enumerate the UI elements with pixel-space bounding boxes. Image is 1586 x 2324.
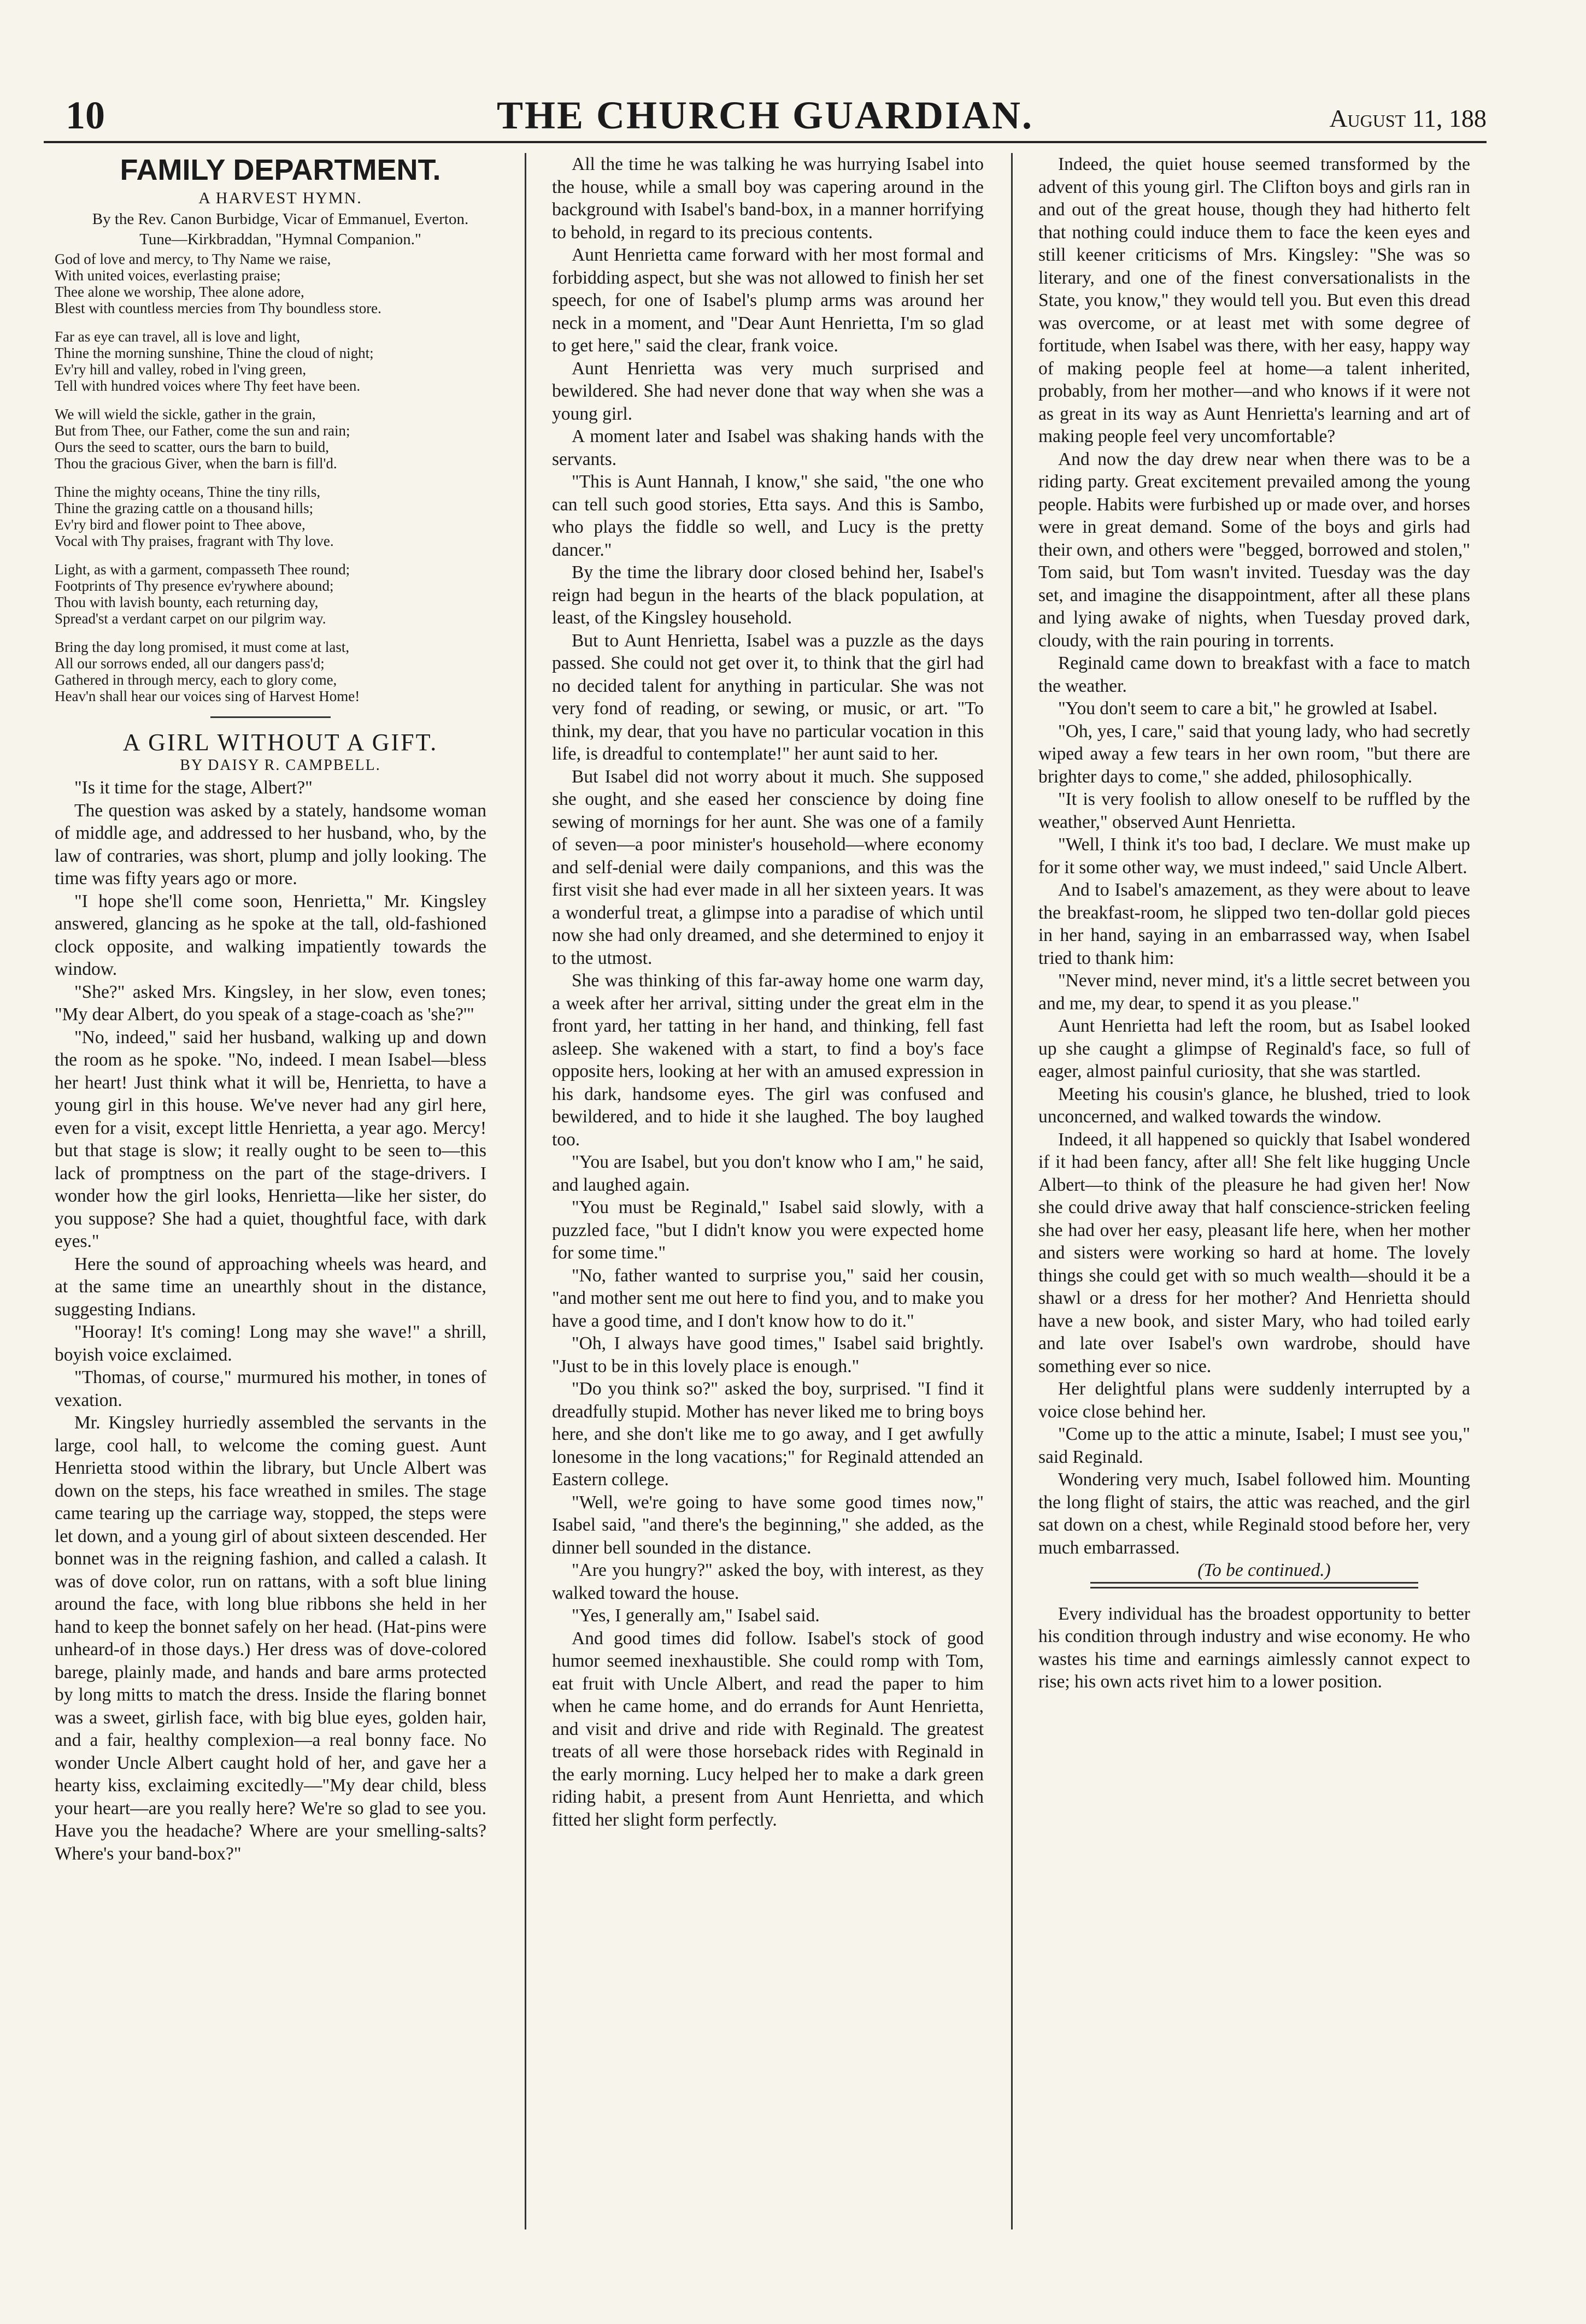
hymn-stanza [55, 561, 486, 627]
paragraph: And to Isabel's amazement, as they were about to leave the breakfast-room, he slipped two ten-dollar gold pieces in her hand, saying in an embarrassed way, when Isabel tried to thank him: [1038, 880, 1470, 968]
hymn-credit: By the Rev. Canon Burbidge, Vicar of Emmanuel, Everton. [92, 210, 469, 228]
column-divider [1011, 153, 1013, 2229]
paragraph: Here the sound of approaching wheels was heard, and at the same time an unearthly shout in the distance, suggesting Indians. [55, 1254, 486, 1320]
hymn-line: Thou the gracious Giver, when the barn is fill'd. [55, 455, 337, 472]
paragraph: "You must be Reginald," Isabel said slowly, with a puzzled face, "but I didn't know you were expected home for some time." [552, 1197, 984, 1263]
paragraph: And good times did follow. Isabel's stock of good humor seemed inexhaustible. She could romp with Tom, eat fruit with Uncle Albert, and read the paper to him when he came home, and do errands for Aunt Henrietta, and visit and drive and ride with Reginald. The greatest treats of all were those horseback rides with Reginald in the early morning. Lucy helped her to make a dark green riding habit, a present from Aunt Henrietta, and which fitted her slight form perfectly. [552, 1628, 984, 1830]
story-byline: BY DAISY R. CAMPBELL. [180, 756, 381, 774]
column-1 [55, 153, 486, 2257]
hymn-title: A HARVEST HYMN. [198, 189, 362, 207]
paragraph: "Well, we're going to have some good times now," Isabel said, "and there's the beginning," she added, as the dinner bell sounded in the distance. [552, 1492, 984, 1558]
issue-date: August 11, 188 [1329, 104, 1487, 132]
paragraph: By the time the library door closed behind her, Isabel's reign had begun in the hearts of the black population, at least, of the Kingsley household. [552, 562, 984, 628]
hymn-stanza [55, 406, 486, 472]
hymn-line: Heav'n shall hear our voices sing of Harvest Home! [55, 688, 360, 704]
paragraph: Reginald came down to breakfast with a face to match the weather. [1038, 653, 1470, 696]
paragraph: "Are you hungry?" asked the boy, with interest, as they walked toward the house. [552, 1560, 984, 1603]
page-number: 10 [66, 93, 105, 137]
hymn-line: Thine the mighty oceans, Thine the tiny rills, [55, 484, 321, 500]
hymn-line: We will wield the sickle, gather in the grain, [55, 406, 316, 422]
department-title: FAMILY DEPARTMENT. [120, 154, 441, 186]
hymn-line: God of love and mercy, to Thy Name we raise, [55, 251, 331, 267]
hymn-line: All our sorrows ended, all our dangers pass'd; [55, 655, 325, 672]
paragraph: "She?" asked Mrs. Kingsley, in her slow, even tones; "My dear Albert, do you speak of a stage-coach as 'she?'" [55, 981, 486, 1025]
hymn-tune: Tune—Kirkbraddan, "Hymnal Companion." [139, 230, 421, 248]
paragraph: Mr. Kingsley hurriedly assembled the servants in the large, cool hall, to welcome the coming guest. Aunt Henrietta stood within the library, but Uncle Albert was down on the steps, his face wreathed in smiles. The stage came tearing up the carriage way, stopped, the steps were let down, and a young girl of about sixteen descended. Her bonnet was in the reigning fashion, and called a calash. It was of dove color, run on rattans, with a soft blue lining around the face, with long blue ribbons she held in her hand to keep the bonnet safely on her head. (Hat-pins were unheard-of in those days.) Her dress was of dove-colored barege, plainly made, and hands and bare arms protected by long mitts to match the dress. Inside the flaring bonnet was a sweet, girlish face, with big blue eyes, golden hair, and a fair, healthy complexion—a real bonny face. No wonder Uncle Albert caught hold of her, and gave her a hearty kiss, exclaiming excitedly—"My dear child, bless your heart—are you really here? We're so glad to see you. Have you the headache? Where are your smelling-salts? Where's your band-box?" [55, 1413, 486, 1864]
paragraph: She was thinking of this far-away home one warm day, a week after her arrival, sitting under the great elm in the front yard, her tatting in her hand, and thinking, fell fast asleep. She wakened with a start, to find a boy's face opposite hers, looking at her with an amused expression in his dark, handsome eyes. The girl was confused and bewildered, and to hide it she laughed. The boy laughed too. [552, 970, 984, 1150]
paragraph: Wondering very much, Isabel followed him. Mounting the long flight of stairs, the attic was reached, and the girl sat down on a chest, while Reginald stood before her, very much embarrassed. [1038, 1469, 1470, 1558]
hymn-line: Gathered in through mercy, each to glory come, [55, 672, 337, 688]
hymn-line: Spread'st a verdant carpet on our pilgrim way. [55, 610, 326, 627]
paragraph: Meeting his cousin's glance, he blushed, tried to look unconcerned, and walked towards the window. [1038, 1084, 1470, 1127]
hymn-line: Light, as with a garment, compasseth Thee round; [55, 561, 350, 578]
masthead-rule [44, 141, 1487, 143]
paragraph: "Oh, I always have good times," Isabel said brightly. "Just to be in this lovely place is enough." [552, 1333, 984, 1376]
paragraph: A moment later and Isabel was shaking hands with the servants. [552, 426, 984, 469]
paragraph: "You don't seem to care a bit," he growled at Isabel. [1058, 698, 1438, 719]
paragraph: "It is very foolish to allow oneself to be ruffled by the weather," observed Aunt Henrietta. [1038, 789, 1470, 832]
story-text [552, 153, 984, 1831]
hymn-line: Ev'ry bird and flower point to Thee above, [55, 516, 306, 533]
hymn-line: Thee alone we worship, Thee alone adore, [55, 284, 304, 300]
hymn-stanza [55, 639, 486, 704]
paragraph: "This is Aunt Hannah, I know," she said, "the one who can tell such good stories, Etta says. And this is Sambo, who plays the fiddle so well, and Lucy is the pretty dancer." [552, 472, 984, 560]
paragraph: "Never mind, never mind, it's a little secret between you and me, my dear, to spend it as you please." [1038, 970, 1470, 1014]
column-divider [525, 153, 526, 2229]
hymn-line: Footprints of Thy presence ev'rywhere abound; [55, 578, 334, 594]
paragraph: Aunt Henrietta had left the room, but as Isabel looked up she caught a glimpse of Reginald's face, so full of eager, almost painful curiosity, that she was startled. [1038, 1016, 1470, 1081]
paragraph: "Is it time for the stage, Albert?" [74, 778, 313, 798]
newspaper-title: THE CHURCH GUARDIAN. [496, 93, 1034, 137]
story-title: A GIRL WITHOUT A GIFT. [122, 729, 438, 756]
paragraph: But to Aunt Henrietta, Isabel was a puzzle as the days passed. She could not get over it, to think that the girl had no decided talent for anything in particular. She was not very fond of reading, or sewing, or music, or art. "To think, my dear, that you have no particular vocation in this life, is dreadful to contemplate!" her aunt said to her. [552, 630, 984, 764]
hymn-line: Vocal with Thy praises, fragrant with Thy love. [55, 533, 334, 549]
paragraph: But Isabel did not worry about it much. She supposed she ought, and she eased her conscience by doing fine sewing of mornings for her aunt. She was one of a family of seven—a poor minister's household—where economy and self-denial were daily companions, and this was the first visit she had ever made in all her sixteen years. It was a wonderful treat, a glimpse into a paradise of which until now she had only dreamed, and she determined to enjoy it to the utmost. [552, 766, 984, 968]
paragraph: "Hooray! It's coming! Long may she wave!" a shrill, boyish voice exclaimed. [55, 1322, 486, 1365]
masthead [44, 82, 1487, 137]
continued-note: (To be continued.) [1197, 1560, 1331, 1580]
paragraph: "Oh, yes, I care," said that young lady, who had secretly wiped away a few tears in her own room, "but there are brighter days to come," she added, philosophically. [1038, 721, 1470, 787]
paragraph: And now the day drew near when there was to be a riding party. Great excitement prevailed among the young people. Habits were furbished up or made over, and horses were in great demand. Some of the boys and girls had their own, and others were "begged, borrowed and stolen," Tom said, but Tom wasn't invited. Tuesday was the day set, and imagine the disappointment, after all these plans and lying awake of nights, when Tuesday proved dark, cloudy, with the rain pouring in torrents. [1038, 449, 1470, 651]
paragraph: Aunt Henrietta came forward with her most formal and forbidding aspect, but she was not allowed to finish her set speech, for one of Isabel's plump arms was around her neck in a moment, and "Dear Aunt Henrietta, I'm so glad to get here," said the clear, frank voice. [552, 245, 984, 356]
story-text [1038, 153, 1470, 1559]
paragraph: "Well, I think it's too bad, I declare. We must make up for it some other way, we must indeed," said Uncle Albert. [1038, 834, 1470, 878]
hymn-line: Ours the seed to scatter, ours the barn to build, [55, 439, 330, 455]
paragraph: "Come up to the attic a minute, Isabel; I must see you," said Reginald. [1038, 1424, 1470, 1467]
hymn-line: With united voices, everlasting praise; [55, 267, 281, 284]
hymn-line: Thou with lavish bounty, each returning day, [55, 594, 319, 610]
story-text [55, 776, 486, 1865]
column-3 [1038, 153, 1470, 2257]
paragraph: "Do you think so?" asked the boy, surprised. "I find it dreadfully stupid. Mother has never liked me to bring boys here, and she don't like me to go away, and I get awfully lonesome in the long vacations;" for Reginald attended an Eastern college. [552, 1379, 984, 1490]
hymn-stanza [55, 251, 486, 316]
closing-paragraph: Every individual has the broadest opportunity to better his condition through industry and wise economy. He who wastes his time and earnings aimlessly cannot expect to rise; his own acts rivet him to a lower position. [1038, 1603, 1470, 1692]
paragraph: All the time he was talking he was hurrying Isabel into the house, while a small boy was capering around in the background with Isabel's band-box, in a manner horrifying to behold, in regard to its precious contents. [552, 154, 984, 243]
hymn-line: Tell with hundred voices where Thy feet have been. [55, 378, 361, 394]
paragraph: "Yes, I generally am," Isabel said. [572, 1605, 820, 1626]
paragraph: "No, father wanted to surprise you," said her cousin, "and mother sent me out here to find you, and to make you have a good time, and I don't know how to do it." [552, 1265, 984, 1331]
hymn-line: Bring the day long promised, it must come at last, [55, 639, 350, 655]
hymn-stanza [55, 328, 486, 394]
paragraph: Indeed, it all happened so quickly that Isabel wondered if it had been fancy, after all! She felt like hugging Uncle Albert—to think of the pleasure he had given her! Now she could drive away that half conscience-stricken feeling she had over her easy, pleasant life here, when her mother and sisters were working so hard at home. The lovely things she could get with so much wealth—should it be a shawl or a dress for her mother? And Henrietta should have a new book, and sister Mary, who had toiled early and late over Isabel's own wardrobe, should have something ever so nice. [1038, 1129, 1470, 1376]
column-2 [552, 153, 984, 2257]
hymn-line: Thine the morning sunshine, Thine the cloud of night; [55, 345, 374, 361]
section-rule [210, 716, 331, 718]
paragraph: The question was asked by a stately, handsome woman of middle age, and addressed to her husband, who, by the law of contraries, was short, plump and jolly looking. The time was fifty years ago or more. [55, 800, 486, 889]
hymn-line: Ev'ry hill and valley, robed in l'ving green, [55, 361, 307, 378]
hymn-line: But from Thee, our Father, come the sun and rain; [55, 422, 350, 439]
paragraph: Indeed, the quiet house seemed transformed by the advent of this young girl. The Clifton boys and girls ran in and out of the great house, though they had hitherto felt that nothing could induce them to face the keen eyes and still keener criticisms of Mrs. Kingsley: "She was so literary, and one of the finest conversationalists in the State, you know," they would tell you. But even this dread was overcome, or at least met with some degree of fortitude, when Isabel was there, with her easy, happy way of making people feel at home—a talent inherited, probably, from her mother—and who knows if it were not as great in its way as Aunt Henrietta's learning and art of making people feel very uncomfortable? [1038, 154, 1470, 446]
hymn-line: Far as eye can travel, all is love and light, [55, 328, 301, 345]
section-rule [1090, 1582, 1418, 1588]
paragraph: "Thomas, of course," murmured his mother, in tones of vexation. [55, 1367, 486, 1410]
hymn-stanza [55, 484, 486, 549]
hymn-line: Thine the grazing cattle on a thousand hills; [55, 500, 314, 516]
paragraph: "You are Isabel, but you don't know who I am," he said, and laughed again. [552, 1152, 984, 1195]
paragraph: "I hope she'll come soon, Henrietta," Mr. Kingsley answered, glancing as he spoke at the tall, old-fashioned clock opposite, and walking impatiently towards the window. [55, 891, 486, 979]
paragraph: Aunt Henrietta was very much surprised and bewildered. She had never done that way when she was a young girl. [552, 358, 984, 424]
paragraph: Her delightful plans were suddenly interrupted by a voice close behind her. [1038, 1379, 1470, 1422]
hymn-stanzas [55, 251, 486, 704]
paragraph: "No, indeed," said her husband, walking up and down the room as he spoke. "No, indeed. I mean Isabel—bless her heart! Just think what it will be, Henrietta, to have a young girl in this house. We've never had any girl here, even for a visit, except little Henrietta, a year ago. Mercy! but that stage is slow; it really ought to be seen to—this lack of promptness on the part of the stage-drivers. I wonder how the girl looks, Henrietta—like her sister, do you suppose? She had a quiet, thoughtful face, with dark eyes." [55, 1027, 486, 1251]
hymn-line: Blest with countless mercies from Thy boundless store. [55, 300, 381, 316]
